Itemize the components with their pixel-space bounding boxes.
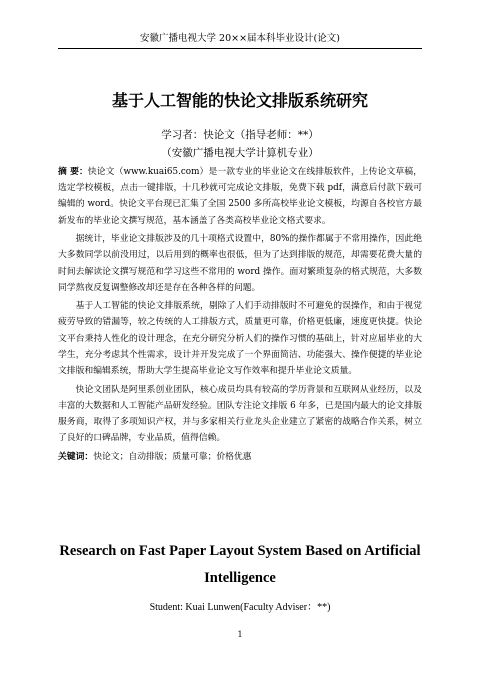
abstract-text: 快论文（www.kuai65.com）是一款专业的毕业论文在线排版软件，上传论文草稿，选定学校模板，点击一键排版，十几秒就可完成论文排版，免费下载 pdf，满意后付款下载可编辑的 word。快论文平台现已汇集了全国 2500 多所高校毕业论文模板，均源自各校官方最新发布的毕业论文撰写规范，基本涵盖了各类高校毕业论文格式要求。	[58, 167, 422, 226]
body-paragraph-1: 据统计，毕业论文排版涉及的几十项格式设置中，80%的操作都属于不常用操作，因此绝大多数同学以前没用过，以后用到的概率也很低，但为了达到排版的规范，却需要花费大量的时间去解读论文撰写规范和学习这些不常用的 word 操作。面对繁琐复杂的格式规范，大多数同学熬夜反复调整修改却还是存在各种各样的问题。	[58, 234, 422, 293]
affiliation: （安徽广播电视大学计算机专业）	[161, 147, 319, 159]
english-title: Research on Fast Paper Layout System Based on Artificial Intelligence	[59, 543, 421, 586]
keywords-line	[58, 449, 422, 465]
english-author-line: Student: Kuai Lunwen(Faculty Adviser：**)	[149, 602, 331, 613]
page-number: 1	[237, 630, 243, 639]
running-header: 安徽广播电视大学 20××届本科毕业设计(论文)	[58, 32, 422, 49]
keywords-text: 快论文；自动排版；质量可靠；价格优惠	[93, 451, 252, 462]
author-line: 学习者：快论文（指导老师：**）	[161, 129, 319, 141]
body-paragraph-2: 基于人工智能的快论文排版系统，剔除了人们手动排版时不可避免的误操作，和由于视觉疲劳导致的错漏等，较之传统的人工排版方式，质量更可靠，价格更低廉，速度更快捷。快论文平台秉持人性化的设计理念，在充分研究分析人们的操作习惯的基础上，针对应届毕业的大学生，充分考虑其个性需求，设计并开发完成了一个界面简洁、功能强大、操作便捷的毕业论文排版和编辑系统，帮助大学生提高毕业论文写作效率和提升毕业论文质量。	[58, 301, 422, 377]
abstract-label: 摘 要：	[58, 167, 88, 177]
abstract-paragraph	[58, 164, 422, 229]
abstract-body	[58, 164, 422, 467]
paper-title: 基于人工智能的快论文排版系统研究	[111, 91, 368, 110]
keywords-label: 关键词：	[58, 451, 94, 462]
body-paragraph-3: 快论文团队是阿里系创业团队，核心成员均具有较高的学历背景和互联网从业经历，以及丰富的大数据和人工智能产品研发经验。团队专注论文排版 6 年多，已是国内最大的论文排版服务商，取得了多项知识产权，并与多家相关行业龙头企业建立了紧密的战略合作关系，树立了良好的口碑品牌，专业品质，值得信赖。	[58, 384, 422, 444]
